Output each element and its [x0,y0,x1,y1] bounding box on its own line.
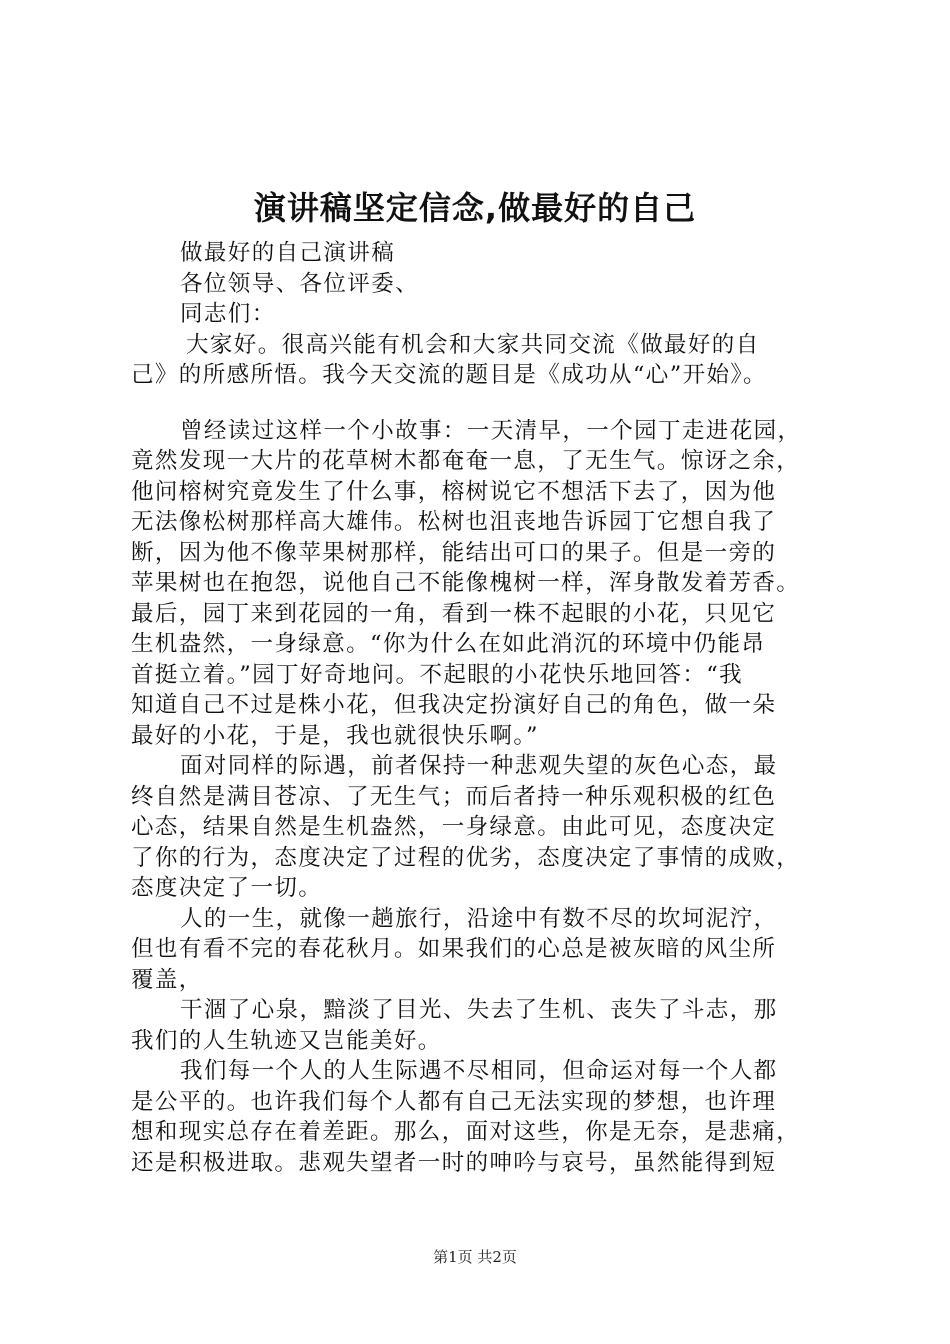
paragraph-line: 是公平的。也许我们每个人都有自己无法实现的梦想，也许理 [131,1088,777,1115]
page-number-footer: 第1页 共2页 [433,1248,517,1266]
paragraph-line: 最后，园丁来到花园的一角，看到一株不起眼的小花，只见它 [131,600,777,627]
paragraph-line: 大家好。很高兴能有机会和大家共同交流《做最好的自 [186,331,760,358]
paragraph-line: 断，因为他不像苹果树那样，能结出可口的果子。但是一旁的 [131,539,777,566]
paragraph-line: 我们每一个人的人生际遇不尽相同，但命运对每一个人都 [180,1058,778,1084]
paragraph-line: 终自然是满目苍凉、了无生气；而后者持一种乐观积极的红色 [131,783,777,810]
paragraph-line: 了你的行为，态度决定了过程的优劣，态度决定了事情的成败， [131,844,801,871]
paragraph-line: 干涸了心泉，黯淡了目光、失去了生机、丧失了斗志，那 [180,997,778,1023]
paragraph-line: 他问榕树究竟发生了什么事，榕树说它不想活下去了，因为他 [131,478,777,505]
paragraph-line: 知道自己不过是株小花，但我决定扮演好自己的角色，做一朵 [131,692,777,718]
paragraph [131,1056,831,1178]
document-body [131,238,831,1178]
paragraph-line: 无法像松树那样高大雄伟。松树也沮丧地告诉园丁它想自我了 [131,509,777,535]
document-title: 演讲稿坚定信念,做最好的自己 [253,189,697,227]
paragraph-line: 生机盎然，一身绿意。“你为什么在如此消沉的环境中仍能昂 [131,631,766,657]
paragraph-line: 苹果树也在抱怨，说他自己不能像槐树一样，浑身散发着芳香。 [131,570,801,596]
paragraph-line: 首挺立着。”园丁好奇地问。不起眼的小花快乐地回答：“我 [131,661,744,688]
paragraph-line: 面对同样的际遇，前者保持一种悲观失望的灰色心态，最 [180,753,778,779]
paragraph-line: 我们的人生轨迹又岂能美好。 [131,1027,442,1054]
paragraph-line: 但也有看不完的春花秋月。如果我们的心总是被灰暗的风尘所 [131,936,777,962]
paragraph [131,330,831,391]
paragraph-line: 最好的小花，于是，我也就很快乐啊。” [131,722,539,749]
paragraph-line: 还是积极进取。悲观失望者一时的呻吟与哀号，虽然能得到短 [131,1149,777,1176]
paragraph-line: 竟然发现一大片的花草树木都奄奄一息，了无生气。惊讶之余， [131,448,801,474]
paragraph [131,416,831,752]
paragraph [131,904,831,996]
paragraph-line: 人的一生，就像一趟旅行，沿途中有数不尽的坎坷泥泞， [180,905,778,932]
paragraph-line: 心态，结果自然是生机盎然，一身绿意。由此可见，态度决定 [131,814,777,840]
paragraph-line: 曾经读过这样一个小故事：一天清早，一个园丁走进花园， [180,417,802,444]
paragraph [131,751,831,904]
paragraph-line: 覆盖， [131,966,203,993]
salutation-line: 同志们： [180,301,276,327]
document-subtitle: 做最好的自己演讲稿 [180,240,396,266]
paragraph-gap [131,391,831,416]
salutation-line: 各位领导、各位评委、 [180,270,420,297]
paragraph [131,995,831,1056]
paragraph-line: 己》的所感所悟。我今天交流的题目是《成功从“心”开始》。 [131,362,767,388]
paragraph-line: 态度决定了一切。 [131,875,323,901]
paragraph-line: 想和现实总存在着差距。那么，面对这些，你是无奈，是悲痛， [131,1119,801,1145]
